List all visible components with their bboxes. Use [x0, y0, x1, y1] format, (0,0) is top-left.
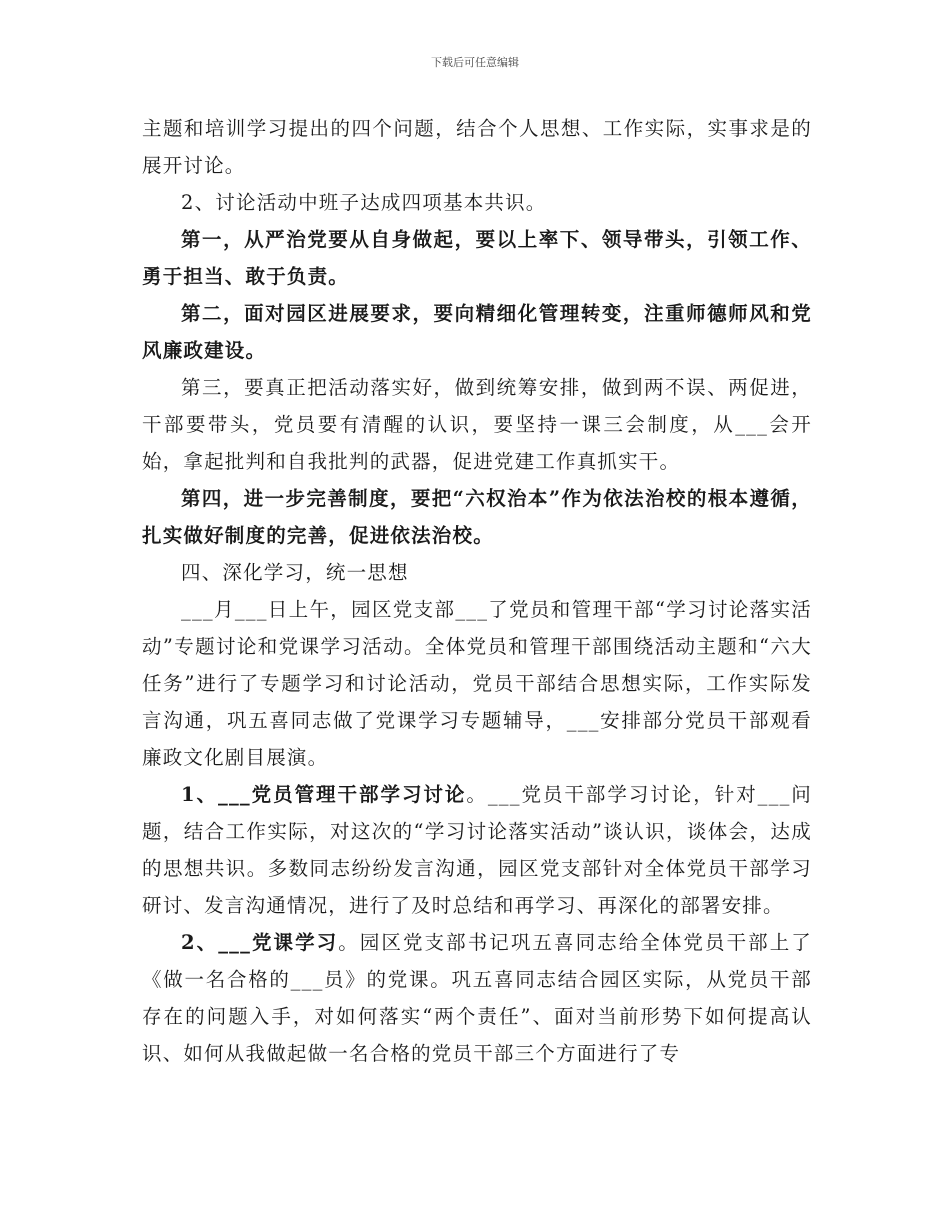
- paragraph-consensus-heading: 2、讨论活动中班子达成四项基本共识。: [181, 191, 547, 214]
- paragraph-activity-summary: ___月___日上午，园区党支部___了党员和管理干部“学习讨论落实活动”专题讨论和党课学习活动。全体党员和管理干部围绕活动主题和“六大任务”进行了专题学习和讨论活动，党员干部结合思想实际，工作实际发言沟通，巩五喜同志做了党课学习专题辅导，___安排部分党员干部观看廉政文化剧目展演。: [142, 598, 812, 769]
- paragraph-party-lesson-lead: 2、___党课学习: [181, 931, 339, 954]
- paragraph-third-point: 第三，要真正把活动落实好，做到统筹安排，做到两不误、两促进，干部要带头，党员要有清醒的认识，要坚持一课三会制度，从___会开始，拿起批判和自我批判的武器，促进党建工作真抓实干。: [142, 376, 812, 473]
- paragraph-party-lesson: [142, 924, 812, 1072]
- paragraph-discussion-body: 。___党员干部学习讨论，针对___问题，结合工作实际，对这次的“学习讨论落实活动”谈认识，谈体会，达成的思想共识。多数同志纷纷发言沟通，园区党支部针对全体党员干部学习研讨、发言沟通情况，进行了及时总结和再学习、再深化的部署安排。: [142, 783, 812, 917]
- paragraph-discussion-lead: 1、___党员管理干部学习讨论: [181, 783, 467, 806]
- paragraph-party-lesson-body: 。园区党支部书记巩五喜同志给全体党员干部上了《做一名合格的___员》的党课。巩五喜同志结合园区实际，从党员干部存在的问题入手，对如何落实“两个责任”、面对当前形势下如何提高认识、如何从我做起做一名合格的党员干部三个方面进行了专: [142, 931, 813, 1065]
- paragraph-continuation: 主题和培训学习提出的四个问题，结合个人思想、工作实际，实事求是的展开讨论。: [142, 117, 812, 177]
- document-body: [142, 110, 812, 1072]
- paragraph-discussion: [142, 776, 812, 924]
- page-header: 下载后可任意编辑: [431, 56, 519, 69]
- paragraph-fourth-point: 第四，进一步完善制度，要把“六权治本”作为依法治校的根本遵循，扎实做好制度的完善，促进依法治校。: [142, 487, 812, 547]
- paragraph-second-point: 第二，面对园区进展要求，要向精细化管理转变，注重师德师风和党风廉政建设。: [142, 302, 812, 362]
- paragraph-first-point: 第一，从严治党要从自身做起，要以上率下、领导带头，引领工作、勇于担当、敢于负责。: [142, 228, 812, 288]
- section-heading-deepen-study: 四、深化学习，统一思想: [181, 561, 409, 584]
